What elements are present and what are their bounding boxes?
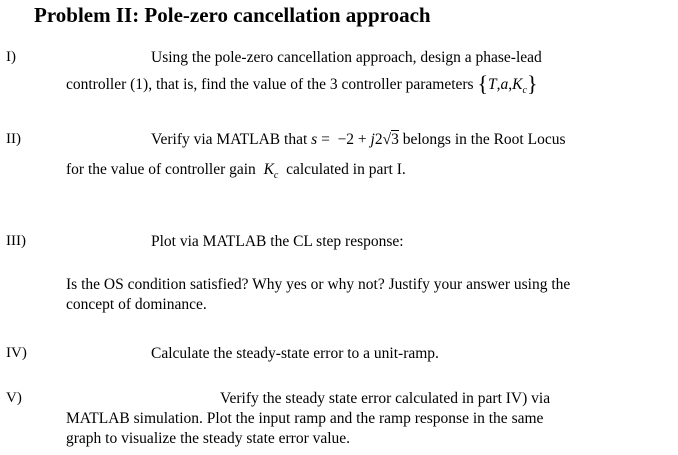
sqrt-sign: √	[382, 131, 392, 148]
param-a: a	[500, 76, 509, 93]
item-5-line-2: MATLAB simulation. Plot the input ramp and the ramp response in the same	[66, 410, 544, 427]
brace-open: {	[477, 71, 489, 96]
imaginary-unit: j	[370, 131, 375, 148]
item-3-line-2: Is the OS condition satisfied? Why yes or why not? Justify your answer using the	[66, 276, 571, 293]
gain-k-subscript: c	[273, 170, 279, 181]
comma-2: ,	[508, 76, 513, 93]
item-5-line-1: Verify the steady state error calculated in part IV) via	[220, 390, 551, 407]
item-number-2: II)	[6, 131, 21, 147]
item-2-line-2	[66, 161, 406, 181]
item-2-line-1-text: Verify via MATLAB that	[151, 131, 308, 148]
item-3-line-3: concept of dominance.	[66, 296, 207, 313]
real-part: −2 +	[337, 131, 367, 148]
param-k-subscript: c	[522, 85, 527, 96]
sqrt-radicand: 3	[391, 131, 399, 148]
controller-parameters-set	[477, 71, 538, 96]
comma-1: ,	[496, 76, 501, 93]
coefficient-two: 2	[374, 131, 383, 148]
item-2-line-1	[151, 131, 566, 149]
item-5-line-3: graph to visualize the steady state error value.	[66, 430, 351, 447]
gain-kc	[260, 161, 279, 181]
item-2-line-2-tail: calculated in part I.	[286, 161, 406, 178]
item-2-line-1-tail: belongs in the Root Locus	[402, 131, 566, 148]
brace-close: }	[526, 71, 538, 96]
gain-k: K	[263, 161, 274, 178]
item-4-line-1: Calculate the steady-state error to a unit-ramp.	[151, 345, 439, 362]
item-2-line-2-text: for the value of controller gain	[66, 161, 256, 178]
var-s: s	[311, 131, 318, 148]
item-number-3: III)	[6, 233, 26, 249]
item-1-line-1: Using the pole-zero cancellation approach, design a phase-lead	[151, 49, 542, 66]
item-number-5: V)	[6, 390, 22, 406]
item-1-line-2-text: controller (1), that is, find the value of the 3 controller parameters	[66, 76, 474, 93]
equals-sign: =	[321, 131, 330, 148]
item-number-4: IV)	[6, 345, 27, 361]
problem-title: Problem II: Pole-zero cancellation approach	[34, 3, 431, 27]
item-number-1: I)	[6, 49, 16, 65]
root-locus-point	[311, 130, 403, 148]
item-1-line-2	[66, 71, 538, 97]
item-3-line-1: Plot via MATLAB the CL step response:	[151, 233, 404, 250]
param-k: K	[512, 76, 523, 93]
param-t: T	[488, 76, 497, 93]
